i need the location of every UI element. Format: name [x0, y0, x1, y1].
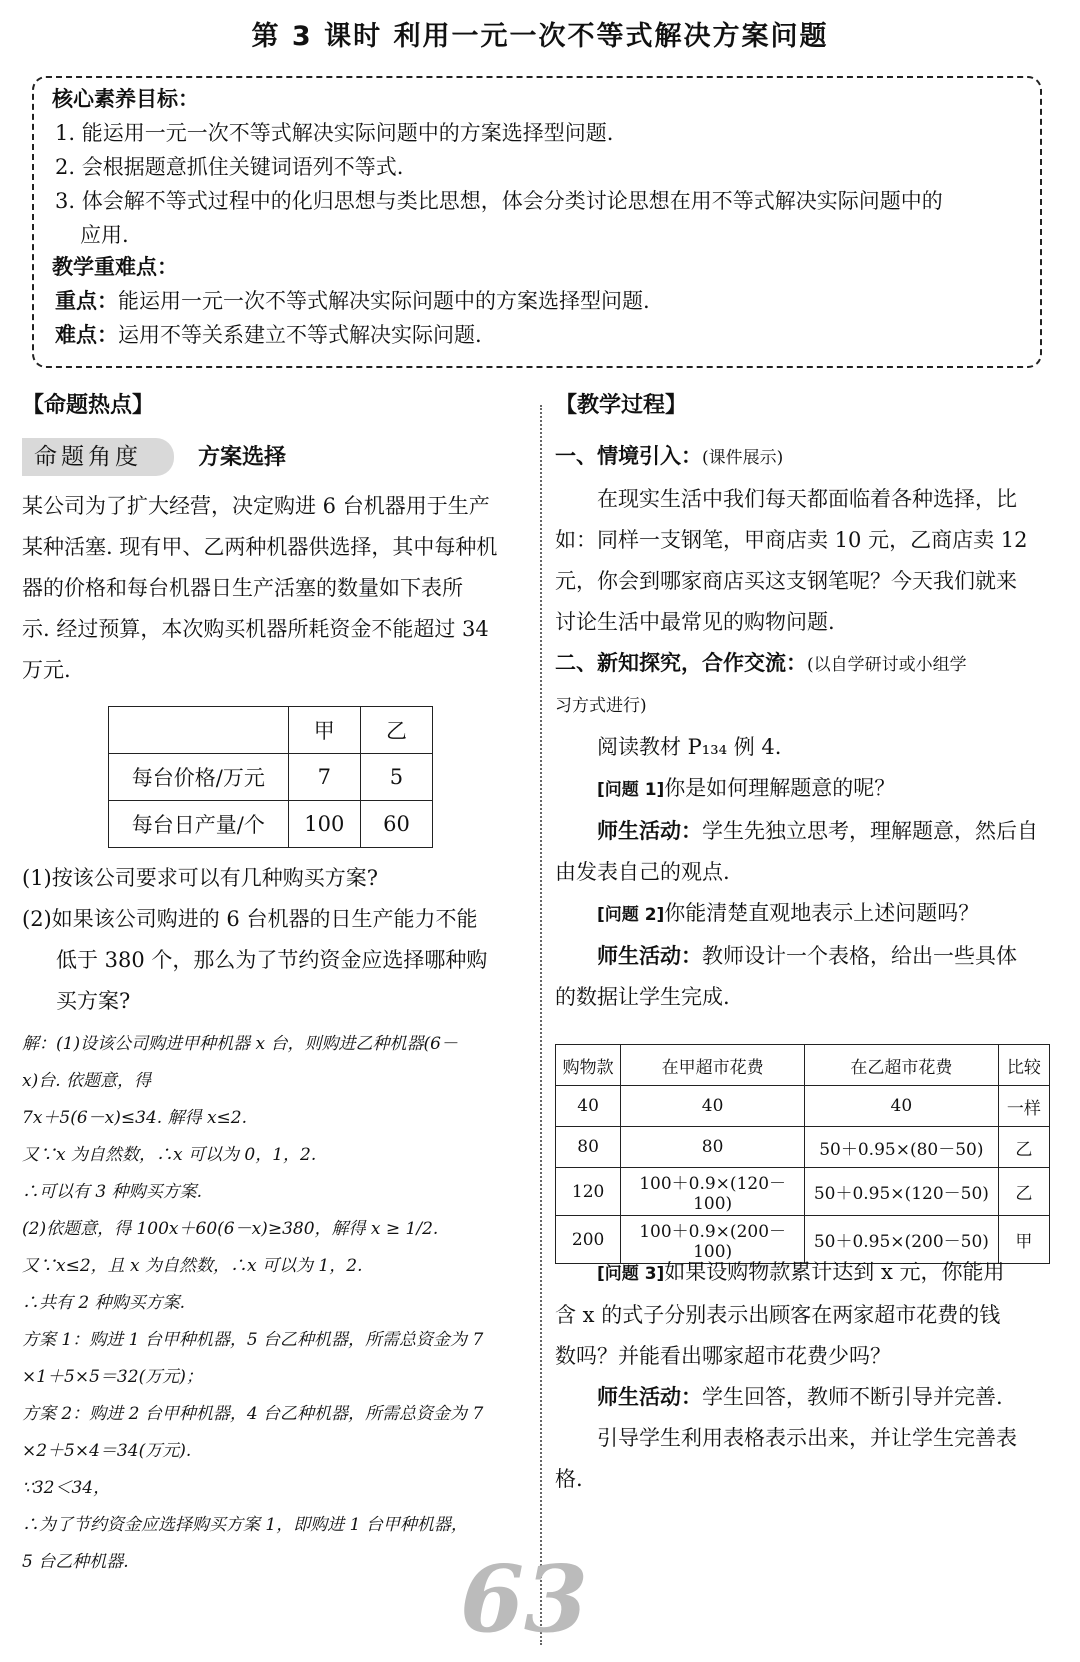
table-cell: 100: [288, 801, 360, 848]
solution-line: (2)依题意，得 100x＋60(6－x)≥380，解得 x ≥ 1/2.: [22, 1219, 439, 1239]
intro-note: (课件展示): [702, 448, 784, 468]
question-2-text: 你能清楚直观地表示上述问题吗？: [664, 901, 980, 925]
problem-line: 万元.: [22, 658, 71, 682]
question-line: (2)如果该公司购进的 6 台机器的日生产能力不能: [22, 907, 478, 931]
solution-line: 7x＋5(6－x)≤34. 解得 x≤2.: [22, 1108, 248, 1128]
table-row: [109, 707, 433, 754]
question-1-text: 你是如何理解题意的呢？: [664, 776, 896, 800]
problem-line: 某公司为了扩大经营，决定购进 6 台机器用于生产: [22, 494, 490, 518]
table-cell: 乙: [360, 707, 432, 754]
difficult-label: 难点：: [55, 323, 118, 347]
difficult-point: [55, 318, 482, 352]
solution-line: 5 台乙种机器.: [22, 1552, 129, 1572]
table-cell: 40: [804, 1086, 998, 1127]
solution-line: ∵32＜34，: [22, 1478, 111, 1498]
page-number: 63: [460, 1545, 589, 1653]
objective-item: 2. 会根据题意抓住关键词语列不等式.: [55, 155, 404, 179]
problem-line: 某种活塞. 现有甲、乙两种机器供选择，其中每种机: [22, 535, 498, 559]
table-cell: 80: [556, 1127, 621, 1168]
solution-line: 方案 1：购进 1 台甲种机器，5 台乙种机器，所需总资金为 7: [22, 1330, 484, 1350]
table-cell: 在乙超市花费: [804, 1045, 998, 1086]
solution-line: ×1＋5×5＝32(万元)；: [22, 1367, 203, 1387]
table-cell: 60: [360, 801, 432, 848]
table-cell: 40: [556, 1086, 621, 1127]
objective-item: 应用.: [80, 223, 129, 247]
solution: [22, 1026, 532, 1581]
table-cell: 每台日产量/个: [109, 801, 289, 848]
table-cell: 比较: [998, 1045, 1049, 1086]
table-cell: 100＋0.9×(200－100): [621, 1216, 805, 1264]
closing-text: 格.: [555, 1467, 583, 1491]
question-3-label: [问题 3]: [597, 1264, 665, 1284]
objective-item: 3. 体会解不等式过程中的化归思想与类比思想，体会分类讨论思想在用不等式解决实际问题中的: [55, 189, 943, 213]
solution-line: 解：(1)设该公司购进甲种机器 x 台，则购进乙种机器(6－: [22, 1034, 458, 1054]
table-cell: 乙: [998, 1168, 1049, 1216]
right-content: [555, 436, 1060, 1018]
table-cell: 200: [556, 1216, 621, 1264]
explore-title: 二、新知探究，合作交流：: [555, 651, 807, 675]
solution-line: x)台. 依题意，得: [22, 1071, 152, 1091]
activity-text: 学生先独立思考，理解题意，然后自: [702, 819, 1038, 843]
key-text: 能运用一元一次不等式解决实际问题中的方案选择型问题.: [118, 289, 650, 313]
table-cell: 5: [360, 754, 432, 801]
activity-label: 师生活动：: [597, 1385, 702, 1409]
activity-text: 的数据让学生完成.: [555, 985, 730, 1009]
table-cell: 80: [621, 1127, 805, 1168]
table-row: [556, 1045, 1050, 1086]
machine-table: [108, 706, 433, 848]
intro-line: 在现实生活中我们每天都面临着各种选择，比: [597, 487, 1017, 511]
key-label: 重点：: [55, 289, 118, 313]
question-2-label: [问题 2]: [597, 905, 665, 925]
intro-line: 如：同样一支钢笔，甲商店卖 10 元，乙商店卖 12: [555, 528, 1028, 552]
table-cell: [109, 707, 289, 754]
page-title: 第 3 课时 利用一元一次不等式解决方案问题: [251, 21, 829, 52]
solution-line: 又∵x 为自然数，∴x 可以为 0，1，2.: [22, 1145, 317, 1165]
question-3-text: 数吗？并能看出哪家超市花费少吗？: [555, 1344, 891, 1368]
table-row: [556, 1086, 1050, 1127]
intro-line: 讨论生活中最常见的购物问题.: [555, 610, 835, 634]
questions: [22, 858, 527, 1022]
table-cell: 100＋0.9×(120－100): [621, 1168, 805, 1216]
table-row: [556, 1127, 1050, 1168]
table-cell: 甲: [288, 707, 360, 754]
table-cell: 40: [621, 1086, 805, 1127]
table-cell: 甲: [998, 1216, 1049, 1264]
question-line: 买方案?: [56, 989, 131, 1013]
problem-line: 示. 经过预算，本次购买机器所耗资金不能超过 34: [22, 617, 489, 641]
question-3-text: 含 x 的式子分别表示出顾客在两家超市花费的钱: [555, 1303, 1001, 1327]
explore-note-2: 习方式进行): [555, 696, 647, 716]
activity-text: 教师设计一个表格，给出一些具体: [702, 944, 1017, 968]
solution-line: ∴可以有 3 种购买方案.: [22, 1182, 203, 1202]
table-row: [109, 754, 433, 801]
activity-text: 由发表自己的观点.: [555, 860, 730, 884]
difficult-text: 运用不等关系建立不等式解决实际问题.: [118, 323, 482, 347]
right-content-lower: [555, 1252, 1060, 1500]
read-textbook: 阅读教材 P₁₃₄ 例 4.: [597, 735, 782, 759]
supermarket-table: [555, 1044, 1050, 1264]
key-point: [55, 284, 650, 318]
table-cell: 120: [556, 1168, 621, 1216]
question-1-label: [问题 1]: [597, 780, 665, 800]
table-cell: 乙: [998, 1127, 1049, 1168]
table-cell: 每台价格/万元: [109, 754, 289, 801]
problem-text: [22, 486, 527, 691]
topic-title: 方案选择: [198, 445, 287, 470]
solution-line: ×2＋5×4＝34(万元).: [22, 1441, 192, 1461]
intro-line: 元，你会到哪家商店买这支钢笔呢？今天我们就来: [555, 569, 1017, 593]
table-cell: 购物款: [556, 1045, 621, 1086]
question-line: 低于 380 个，那么为了节约资金应选择哪种购: [56, 948, 488, 972]
activity-label: 师生活动：: [597, 819, 702, 843]
solution-line: 又∵x≤2，且 x 为自然数，∴x 可以为 1，2.: [22, 1256, 363, 1276]
section-heading-process: 【教学过程】: [555, 393, 688, 418]
question-3-text: 如果设购物款累计达到 x 元，你能用: [664, 1260, 1005, 1284]
question-line: (1)按该公司要求可以有几种购买方案?: [22, 866, 379, 890]
closing-text: 引导学生利用表格表示出来，并让学生完善表: [597, 1426, 1017, 1450]
table-row: [109, 801, 433, 848]
solution-line: ∴为了节约资金应选择购买方案 1，即购进 1 台甲种机器，: [22, 1515, 468, 1535]
table-cell: 50＋0.95×(120－50): [804, 1168, 998, 1216]
table-cell: 50＋0.95×(80－50): [804, 1127, 998, 1168]
key-points-heading: 教学重难点：: [52, 255, 178, 279]
explore-note: (以自学研讨或小组学: [807, 655, 967, 675]
column-divider: [540, 405, 542, 1645]
section-heading-hotspot: 【命题热点】: [22, 393, 155, 418]
topic-tag: 命题角度: [22, 438, 174, 476]
intro-title: 一、情境引入：: [555, 444, 702, 468]
problem-line: 器的价格和每台机器日生产活塞的数量如下表所: [22, 576, 463, 600]
table-cell: 7: [288, 754, 360, 801]
objective-item: 1. 能运用一元一次不等式解决实际问题中的方案选择型问题.: [55, 121, 614, 145]
table-cell: 50＋0.95×(200－50): [804, 1216, 998, 1264]
solution-line: 方案 2：购进 2 台甲种机器，4 台乙种机器，所需总资金为 7: [22, 1404, 484, 1424]
objectives-heading: 核心素养目标：: [52, 87, 199, 111]
activity-text: 学生回答，教师不断引导并完善.: [702, 1385, 1003, 1409]
table-row: [556, 1168, 1050, 1216]
solution-line: ∴共有 2 种购买方案.: [22, 1293, 186, 1313]
activity-label: 师生活动：: [597, 944, 702, 968]
table-cell: 在甲超市花费: [621, 1045, 805, 1086]
table-cell: 一样: [998, 1086, 1049, 1127]
